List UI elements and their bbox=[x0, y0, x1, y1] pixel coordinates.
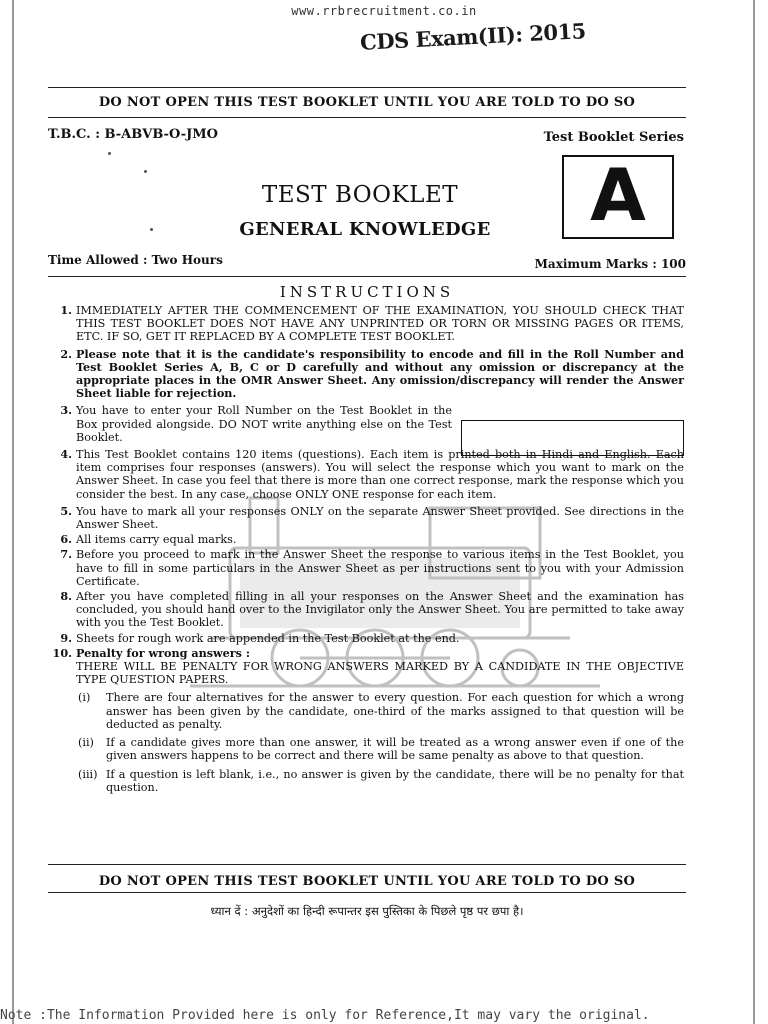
speck bbox=[150, 228, 153, 231]
rule bbox=[48, 892, 686, 893]
item-number: 5. bbox=[60, 503, 72, 518]
instructions-heading: INSTRUCTIONS bbox=[279, 283, 455, 301]
instruction-item bbox=[48, 590, 684, 630]
instruction-item bbox=[48, 548, 684, 588]
item-number: 9. bbox=[60, 630, 72, 645]
website-url: www.rrbrecruitment.co.in bbox=[291, 4, 477, 18]
sub-text: There are four alternatives for the answer to every question. For each question for which a wrong answer has been given by the candidate, one-third of the marks assigned to that question will be deducted as penalty. bbox=[106, 691, 684, 731]
instruction-item bbox=[48, 505, 684, 531]
item-text: You have to enter your Roll Number on the Test Booklet in the Box provided alongside. DO NOT write anything else on the Test Booklet. bbox=[76, 404, 452, 444]
series-letter: A bbox=[590, 153, 646, 237]
instruction-item bbox=[48, 404, 684, 444]
banner-bottom: DO NOT OPEN THIS TEST BOOKLET UNTIL YOU ARE TOLD TO DO SO bbox=[98, 874, 636, 889]
rule bbox=[48, 276, 686, 277]
rule bbox=[48, 117, 686, 118]
speck bbox=[108, 152, 111, 155]
subject-title: GENERAL KNOWLEDGE bbox=[239, 219, 491, 240]
maximum-marks: Maximum Marks : 100 bbox=[534, 257, 686, 271]
sub-number: (ii) bbox=[78, 736, 94, 750]
item-text: Please note that it is the candidate's responsibility to encode and fill in the Roll Number and Test Booklet Series A, B, C or D carefully and without any omission or discrepancy at the appropriate places in the OMR Answer Sheet. Any omission/discrepancy will render the Answer Sheet liable for rejection. bbox=[76, 346, 684, 401]
sub-number: (iii) bbox=[78, 767, 98, 781]
rule bbox=[48, 864, 686, 865]
penalty-sub-item bbox=[48, 768, 684, 794]
item-number: 6. bbox=[60, 532, 72, 547]
item-number: 7. bbox=[60, 547, 72, 562]
series-label: Test Booklet Series bbox=[543, 130, 684, 145]
speck bbox=[144, 170, 147, 173]
instruction-item bbox=[48, 647, 684, 687]
instruction-item bbox=[48, 533, 684, 546]
item-text: You have to mark all your responses ONLY on the separate Answer Sheet provided. See directions in the Answer Sheet. bbox=[76, 504, 684, 532]
footer-note: Note :The Information Provided here is only for Reference,It may vary the original. bbox=[0, 1008, 650, 1023]
series-box bbox=[562, 155, 674, 239]
item-text: IMMEDIATELY AFTER THE COMMENCEMENT OF THE EXAMINATION, YOU SHOULD CHECK THAT THIS TEST BOOKLET DOES NOT HAVE ANY UNPRINTED OR TORN OR MISSING PAGES OR ITEMS, ETC. IF SO, GET IT REPLACED BY A COMPLETE TEST BOOKLET. bbox=[76, 304, 684, 344]
banner-top: DO NOT OPEN THIS TEST BOOKLET UNTIL YOU ARE TOLD TO DO SO bbox=[98, 95, 636, 110]
sub-text: If a question is left blank, i.e., no answer is given by the candidate, there will be no penalty for that question. bbox=[106, 767, 684, 794]
time-allowed: Time Allowed : Two Hours bbox=[48, 253, 223, 267]
sub-number: (i) bbox=[78, 691, 91, 705]
penalty-text: THERE WILL BE PENALTY FOR WRONG ANSWERS MARKED BY A CANDIDATE IN THE OBJECTIVE TYPE QUESTION PAPERS. bbox=[76, 660, 684, 687]
item-number: 4. bbox=[60, 447, 72, 462]
item-number: 8. bbox=[60, 589, 72, 604]
penalty-sub-item bbox=[48, 736, 684, 762]
item-number: 2. bbox=[60, 346, 72, 361]
item-text: This Test Booklet contains 120 items (questions). Each item is printed both in Hindi and English. Each item comprises four responses (answers). You will select the response which you want to mark on the Answer Sheet. In case you feel that there is more than one correct response, mark the response which you consider the best. In any case, choose ONLY ONE response for each item. bbox=[76, 448, 684, 501]
instruction-item bbox=[48, 348, 684, 401]
item-text: Before you proceed to mark in the Answer Sheet the response to various items in the Test Booklet, you have to fill in some particulars in the Answer Sheet as per instructions sent to you with your Admission Certificate. bbox=[76, 548, 684, 588]
item-number: 1. bbox=[60, 303, 72, 317]
instruction-item bbox=[48, 448, 684, 501]
rule bbox=[48, 87, 686, 88]
item-number: 3. bbox=[60, 403, 72, 418]
instructions-list bbox=[48, 304, 684, 794]
penalty-title: Penalty for wrong answers : bbox=[76, 645, 250, 660]
penalty-sub-item bbox=[48, 691, 684, 731]
sub-text: If a candidate gives more than one answer, it will be treated as a wrong answer even if one of the given answers happens to be correct and there will be same penalty as above to that question. bbox=[106, 736, 684, 763]
item-text: After you have completed filling in all your responses on the Answer Sheet and the examination has concluded, you should hand over to the Invigilator only the Answer Sheet. You are permitted to take away with you the Test Booklet. bbox=[76, 590, 684, 630]
instruction-item bbox=[48, 632, 684, 645]
hindi-note: ध्यान दें : अनुदेशों का हिन्दी रूपान्तर इस पुस्तिका के पिछले पृष्ठ पर छपा है। bbox=[210, 904, 524, 918]
exam-title: CDS Exam(II): 2015 bbox=[359, 18, 587, 55]
item-text: Sheets for rough work are appended in the Test Booklet at the end. bbox=[76, 631, 460, 645]
booklet-title: TEST BOOKLET bbox=[261, 182, 459, 208]
tbc-code: T.B.C. : B-ABVB-O-JMO bbox=[48, 127, 219, 142]
item-number: 10. bbox=[52, 645, 72, 660]
item-text: All items carry equal marks. bbox=[76, 533, 237, 547]
instruction-item bbox=[48, 304, 684, 344]
